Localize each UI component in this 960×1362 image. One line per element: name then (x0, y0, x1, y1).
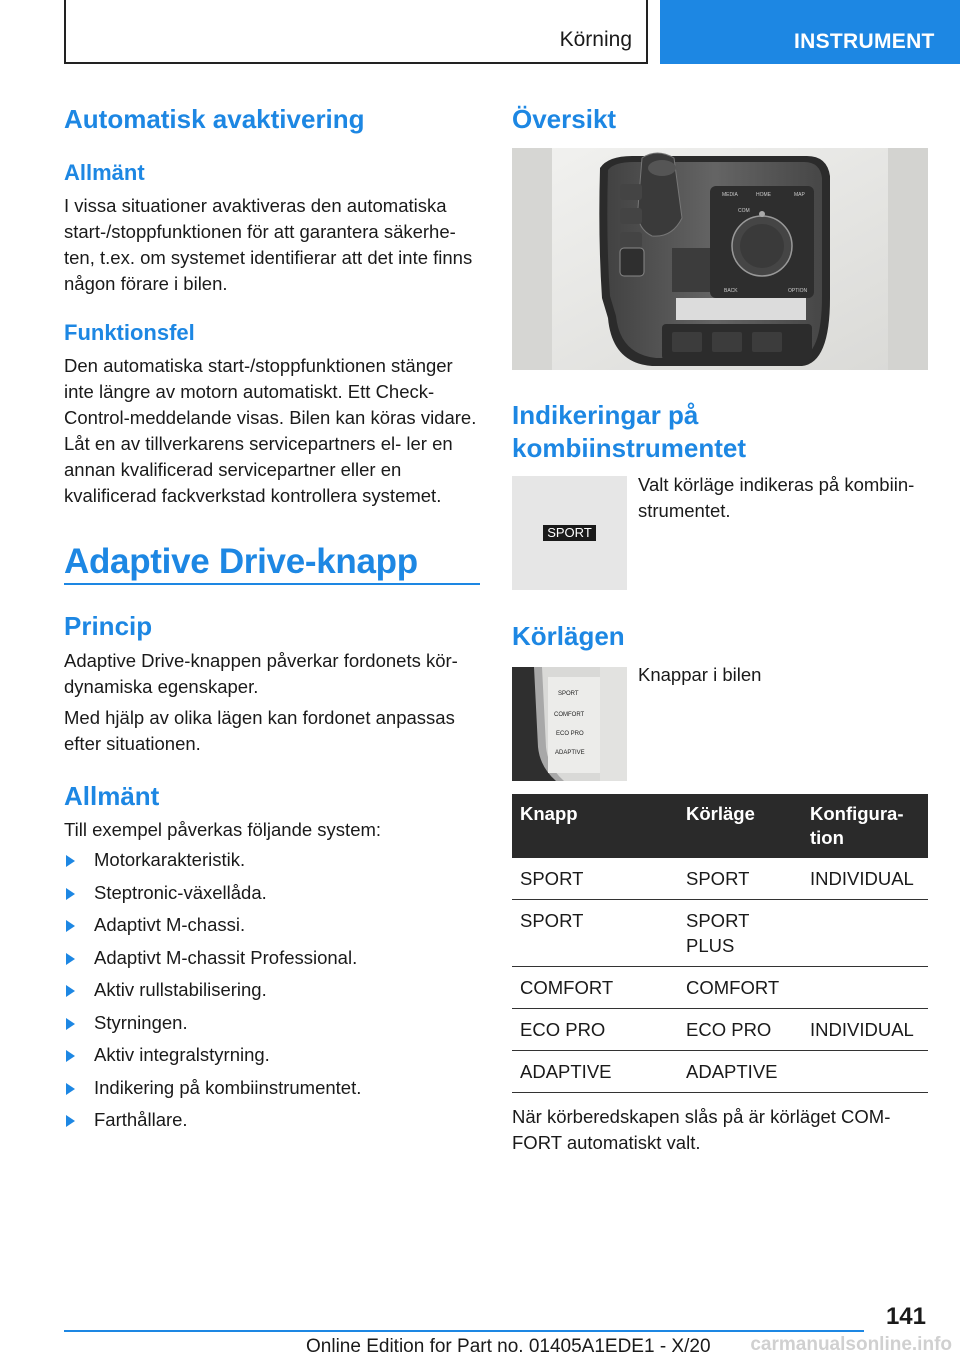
bullet-triangle-icon (66, 1115, 75, 1127)
bullet-triangle-icon (66, 1018, 75, 1030)
bullet-triangle-icon (66, 1083, 75, 1095)
svg-text:COM: COM (738, 208, 750, 214)
table-cell: COMFORT (512, 967, 678, 1009)
table-cell: ECO PRO (512, 1009, 678, 1051)
heading-drive-modes: Körlägen (512, 621, 625, 651)
drive-buttons-illustration (512, 667, 627, 781)
console-illustration (512, 148, 928, 370)
svg-text:SPORT: SPORT (558, 691, 579, 697)
heading-auto-deactivation: Automatisk avaktivering (64, 104, 365, 134)
heading-overview: Översikt (512, 104, 617, 134)
system-list (64, 847, 478, 1140)
sport-indicator-image (512, 476, 627, 590)
bullet-triangle-icon (66, 888, 75, 900)
table-row (512, 1051, 928, 1093)
paragraph-default-mode: När körberedskapen slås på är körläget COM- FORT automatiskt valt. (512, 1106, 891, 1153)
table-cell: ECO PRO (678, 1009, 802, 1051)
console-photo (512, 148, 928, 370)
table-header-row (512, 794, 928, 858)
list-item: Motorkarakteristik. (64, 847, 478, 880)
header-chapter-tab (660, 0, 960, 64)
table-cell: INDIVIDUAL (802, 1009, 928, 1051)
table-cell (802, 1051, 928, 1093)
header-section-label: Körning (559, 28, 632, 51)
list-item: Adaptivt M-chassi. (64, 912, 478, 945)
svg-text:HOME: HOME (756, 192, 771, 198)
paragraph-drive-modes: Knappar i bilen (638, 664, 762, 685)
list-item: Styrningen. (64, 1010, 478, 1043)
table-cell: INDIVIDUAL (802, 858, 928, 900)
table-cell: ADAPTIVE (678, 1051, 802, 1093)
paragraph-principle-1: Adaptive Drive-knappen påverkar fordonets kör- dynamiska egenskaper. (64, 650, 458, 697)
table-cell: ADAPTIVE (512, 1051, 678, 1093)
bullet-triangle-icon (66, 855, 75, 867)
svg-text:BACK: BACK (724, 288, 738, 294)
table-cell: SPORT (512, 900, 678, 967)
list-item: Aktiv integralstyrning. (64, 1042, 478, 1075)
table-cell: SPORT (678, 858, 802, 900)
heading-indications: Indikeringar på kombiinstrumentet (512, 400, 747, 463)
table-header-cell: Knapp (512, 794, 678, 858)
table-cell: COMFORT (678, 967, 802, 1009)
svg-text:ECO PRO: ECO PRO (556, 731, 584, 737)
table-cell: SPORT (512, 858, 678, 900)
page-number: 141 (885, 1303, 926, 1330)
table-row (512, 858, 928, 900)
bullet-triangle-icon (66, 985, 75, 997)
drive-buttons-photo (512, 667, 627, 781)
table-row (512, 900, 928, 967)
bullet-triangle-icon (66, 920, 75, 932)
table-header-cell: Konfigura- tion (802, 794, 928, 858)
svg-text:ADAPTIVE: ADAPTIVE (555, 750, 585, 756)
heading-adaptive-drive: Adaptive Drive-knapp (64, 542, 418, 581)
footer-rule (64, 1330, 864, 1332)
table-header-cell: Körläge (678, 794, 802, 858)
paragraph-principle-2: Med hjälp av olika lägen kan fordonet anpassas efter situationen. (64, 707, 455, 754)
header-section-box (64, 0, 648, 64)
table-cell (802, 967, 928, 1009)
table-row (512, 967, 928, 1009)
paragraph-indications: Valt körläge indikeras på kombiin- strumentet. (638, 474, 915, 521)
watermark: carmanualsonline.info (750, 1334, 952, 1355)
list-item: Steptronic-växellåda. (64, 880, 478, 913)
heading-principle: Princip (64, 611, 153, 641)
svg-text:OPTION: OPTION (788, 288, 808, 294)
bullet-triangle-icon (66, 1050, 75, 1062)
list-item: Aktiv rullstabilisering. (64, 977, 478, 1010)
heading-general-1: Allmänt (64, 160, 145, 185)
svg-text:MAP: MAP (794, 192, 805, 198)
bullet-triangle-icon (66, 953, 75, 965)
header-chapter-label: INSTRUMENT (794, 30, 935, 53)
list-item: Farthållare. (64, 1107, 478, 1140)
table-row (512, 1009, 928, 1051)
sport-badge: SPORT (543, 525, 596, 541)
list-item: Indikering på kombiinstrumentet. (64, 1075, 478, 1108)
paragraph-malfunction: Den automatiska start-/stoppfunktionen stänger inte längre av motorn automatiskt. Ett Check- Control-meddelande visas. Bilen kan köras vidare. Låt en av tillverkarens servicepartners el- ler en annan kvalificerad servicepartner eller en kvalificerad fackverkstad kontrollera systemet. (64, 355, 477, 506)
table-cell: SPORT PLUS (678, 900, 802, 967)
heading-rule (64, 583, 480, 585)
paragraph-general-1: I vissa situationer avaktiveras den automatiska start-/stoppfunktionen för att garantera säkerhe- ten, t.ex. om systemet identifierar att det inte finns någon förare i bilen. (64, 195, 473, 294)
heading-general-2: Allmänt (64, 781, 160, 811)
svg-text:COMFORT: COMFORT (554, 712, 585, 718)
svg-text:MEDIA: MEDIA (722, 192, 738, 198)
footer-edition: Online Edition for Part no. 01405A1EDE1 - X/20 (306, 1336, 711, 1357)
drive-mode-table (512, 794, 928, 1093)
table-cell (802, 900, 928, 967)
list-item: Adaptivt M-chassit Professional. (64, 945, 478, 978)
heading-malfunction: Funktionsfel (64, 320, 195, 345)
paragraph-general-2: Till exempel påverkas följande system: (64, 819, 382, 840)
